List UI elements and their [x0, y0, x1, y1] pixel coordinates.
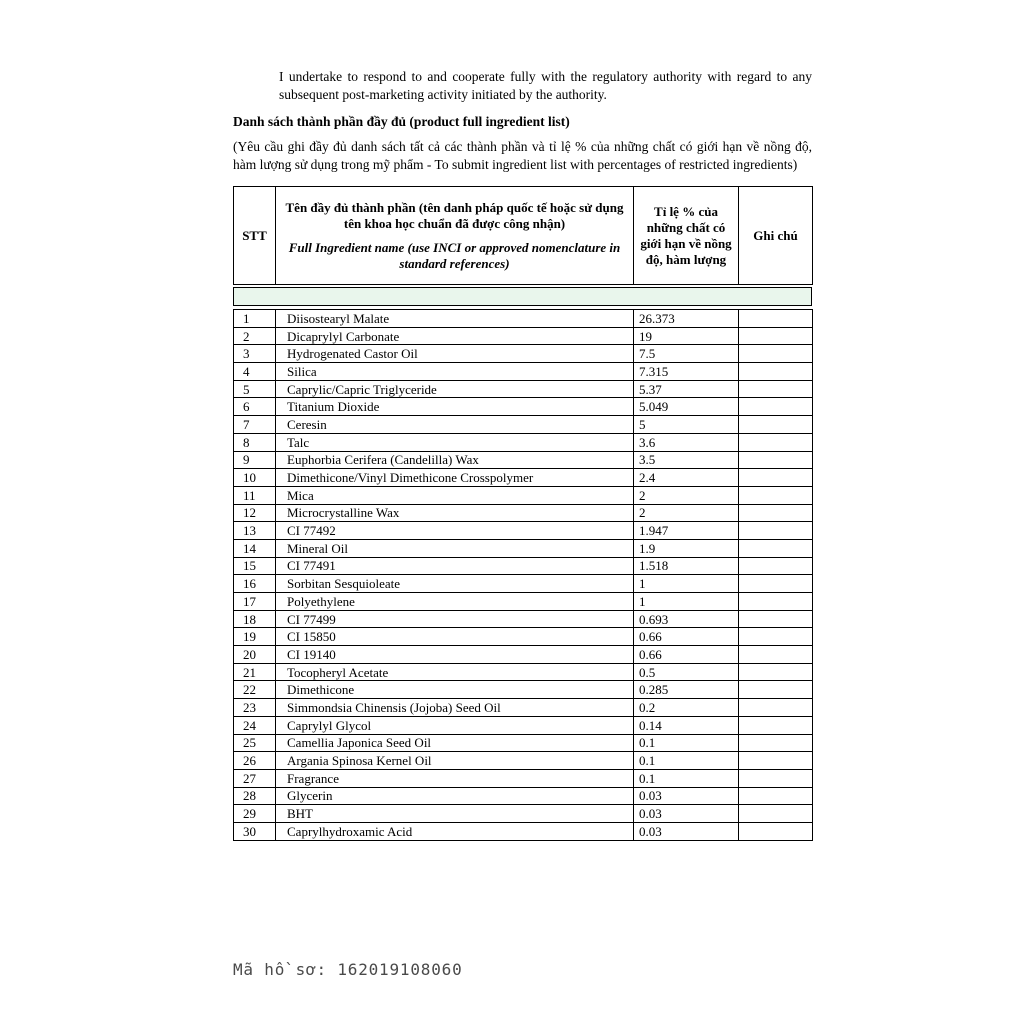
row-percentage: 5 [634, 416, 739, 434]
highlight-empty-row [233, 287, 812, 306]
table-row [234, 610, 813, 628]
row-ingredient-name: Glycerin [276, 787, 634, 805]
row-note [739, 486, 813, 504]
row-ingredient-name: Tocopheryl Acetate [276, 663, 634, 681]
row-note [739, 734, 813, 752]
row-ingredient-name: Camellia Japonica Seed Oil [276, 734, 634, 752]
row-percentage: 0.2 [634, 699, 739, 717]
table-row [234, 822, 813, 840]
row-ingredient-name: Diisostearyl Malate [276, 310, 634, 328]
row-percentage: 0.1 [634, 734, 739, 752]
row-percentage: 0.1 [634, 752, 739, 770]
row-stt: 21 [234, 663, 276, 681]
row-ingredient-name: Dimethicone [276, 681, 634, 699]
row-ingredient-name: Dicaprylyl Carbonate [276, 327, 634, 345]
table-row [234, 787, 813, 805]
row-stt: 14 [234, 539, 276, 557]
row-note [739, 557, 813, 575]
header-note: Ghi chú [739, 187, 813, 285]
row-ingredient-name: Dimethicone/Vinyl Dimethicone Crosspolymer [276, 469, 634, 487]
ingredient-table-body [234, 310, 813, 841]
row-percentage: 1.518 [634, 557, 739, 575]
row-ingredient-name: BHT [276, 805, 634, 823]
table-row [234, 486, 813, 504]
table-row [234, 416, 813, 434]
row-ingredient-name: Titanium Dioxide [276, 398, 634, 416]
row-percentage: 0.693 [634, 610, 739, 628]
row-ingredient-name: Talc [276, 433, 634, 451]
row-ingredient-name: Hydrogenated Castor Oil [276, 345, 634, 363]
row-ingredient-name: Simmondsia Chinensis (Jojoba) Seed Oil [276, 699, 634, 717]
header-ingredient-name [276, 187, 634, 285]
row-note [739, 822, 813, 840]
row-note [739, 610, 813, 628]
row-ingredient-name: Argania Spinosa Kernel Oil [276, 752, 634, 770]
table-row [234, 522, 813, 540]
row-note [739, 469, 813, 487]
row-percentage: 3.5 [634, 451, 739, 469]
row-note [739, 787, 813, 805]
row-ingredient-name: CI 19140 [276, 646, 634, 664]
row-ingredient-name: Euphorbia Cerifera (Candelilla) Wax [276, 451, 634, 469]
row-percentage: 0.03 [634, 787, 739, 805]
row-note [739, 416, 813, 434]
document-content [233, 68, 812, 841]
ingredient-list-heading: Danh sách thành phần đầy đủ (product full ingredient list) [233, 114, 570, 129]
row-stt: 12 [234, 504, 276, 522]
header-percentage: Tỉ lệ % của những chất có giới hạn về nồng độ, hàm lượng [634, 187, 739, 285]
undertaking-paragraph: I undertake to respond to and cooperate fully with the regulatory authority with regard to any subsequent post-marketing activity initiated by the authority. [279, 69, 812, 102]
row-stt: 25 [234, 734, 276, 752]
row-percentage: 2.4 [634, 469, 739, 487]
row-percentage: 0.14 [634, 716, 739, 734]
ingredient-list-note: (Yêu cầu ghi đầy đủ danh sách tất cả các thành phần và tỉ lệ % của những chất có giới hạn về nồng độ, hàm lượng sử dụng trong mỹ phẩm - To submit ingredient list with percentages of restricted ingredients) [233, 139, 812, 172]
table-row [234, 539, 813, 557]
row-stt: 22 [234, 681, 276, 699]
row-percentage: 2 [634, 486, 739, 504]
row-note [739, 433, 813, 451]
row-percentage: 26.373 [634, 310, 739, 328]
row-ingredient-name: Ceresin [276, 416, 634, 434]
row-stt: 16 [234, 575, 276, 593]
row-note [739, 646, 813, 664]
row-stt: 3 [234, 345, 276, 363]
row-stt: 17 [234, 593, 276, 611]
row-stt: 23 [234, 699, 276, 717]
row-percentage: 7.5 [634, 345, 739, 363]
row-stt: 26 [234, 752, 276, 770]
row-stt: 30 [234, 822, 276, 840]
row-percentage: 7.315 [634, 363, 739, 381]
row-stt: 9 [234, 451, 276, 469]
header-stt: STT [234, 187, 276, 285]
row-percentage: 3.6 [634, 433, 739, 451]
row-note [739, 327, 813, 345]
table-row [234, 805, 813, 823]
table-row [234, 557, 813, 575]
header-row [234, 187, 813, 285]
row-note [739, 310, 813, 328]
row-percentage: 2 [634, 504, 739, 522]
row-ingredient-name: CI 77499 [276, 610, 634, 628]
row-stt: 20 [234, 646, 276, 664]
row-percentage: 0.66 [634, 628, 739, 646]
row-percentage: 0.1 [634, 769, 739, 787]
table-row [234, 575, 813, 593]
ingredient-table [233, 309, 813, 841]
row-stt: 5 [234, 380, 276, 398]
row-note [739, 593, 813, 611]
row-ingredient-name: CI 77491 [276, 557, 634, 575]
row-percentage: 0.03 [634, 822, 739, 840]
row-stt: 27 [234, 769, 276, 787]
row-percentage: 0.03 [634, 805, 739, 823]
row-stt: 6 [234, 398, 276, 416]
row-note [739, 681, 813, 699]
row-stt: 29 [234, 805, 276, 823]
table-row [234, 398, 813, 416]
table-row [234, 628, 813, 646]
ingredient-table-header [233, 186, 813, 285]
row-note [739, 699, 813, 717]
table-row [234, 663, 813, 681]
row-ingredient-name: Mineral Oil [276, 539, 634, 557]
table-row [234, 699, 813, 717]
row-note [739, 752, 813, 770]
row-note [739, 628, 813, 646]
row-stt: 1 [234, 310, 276, 328]
row-note [739, 805, 813, 823]
row-stt: 2 [234, 327, 276, 345]
table-row [234, 752, 813, 770]
table-row [234, 327, 813, 345]
row-stt: 7 [234, 416, 276, 434]
row-ingredient-name: Caprylyl Glycol [276, 716, 634, 734]
row-stt: 4 [234, 363, 276, 381]
row-stt: 19 [234, 628, 276, 646]
row-ingredient-name: Sorbitan Sesquioleate [276, 575, 634, 593]
table-row [234, 345, 813, 363]
table-row [234, 681, 813, 699]
row-ingredient-name: CI 77492 [276, 522, 634, 540]
row-stt: 18 [234, 610, 276, 628]
row-stt: 28 [234, 787, 276, 805]
table-row [234, 716, 813, 734]
table-row [234, 593, 813, 611]
row-ingredient-name: Polyethylene [276, 593, 634, 611]
row-note [739, 539, 813, 557]
row-ingredient-name: Caprylic/Capric Triglyceride [276, 380, 634, 398]
row-stt: 11 [234, 486, 276, 504]
row-note [739, 363, 813, 381]
row-ingredient-name: Fragrance [276, 769, 634, 787]
table-row [234, 469, 813, 487]
header-ingredient-name-en: Full Ingredient name (use INCI or approved nomenclature in standard references) [288, 239, 621, 271]
row-note [739, 663, 813, 681]
row-note [739, 522, 813, 540]
row-note [739, 716, 813, 734]
row-percentage: 1 [634, 593, 739, 611]
row-note [739, 504, 813, 522]
row-stt: 15 [234, 557, 276, 575]
row-note [739, 380, 813, 398]
table-row [234, 451, 813, 469]
dossier-code: Mã hồ sơ: 162019108060 [233, 960, 463, 979]
row-note [739, 575, 813, 593]
row-note [739, 345, 813, 363]
row-ingredient-name: Caprylhydroxamic Acid [276, 822, 634, 840]
row-note [739, 451, 813, 469]
row-note [739, 769, 813, 787]
row-percentage: 5.049 [634, 398, 739, 416]
row-stt: 8 [234, 433, 276, 451]
row-percentage: 1 [634, 575, 739, 593]
row-percentage: 1.947 [634, 522, 739, 540]
table-row [234, 380, 813, 398]
row-percentage: 0.66 [634, 646, 739, 664]
table-row [234, 646, 813, 664]
table-row [234, 433, 813, 451]
row-stt: 10 [234, 469, 276, 487]
table-row [234, 769, 813, 787]
row-ingredient-name: Microcrystalline Wax [276, 504, 634, 522]
row-note [739, 398, 813, 416]
row-percentage: 0.5 [634, 663, 739, 681]
table-row [234, 504, 813, 522]
header-ingredient-name-vi: Tên đầy đủ thành phần (tên danh pháp quốc tế hoặc sử dụng tên khoa học chuẩn đã được công nhận) [285, 199, 624, 231]
row-stt: 24 [234, 716, 276, 734]
row-ingredient-name: CI 15850 [276, 628, 634, 646]
row-percentage: 5.37 [634, 380, 739, 398]
table-row [234, 310, 813, 328]
row-ingredient-name: Silica [276, 363, 634, 381]
table-row [234, 734, 813, 752]
row-percentage: 1.9 [634, 539, 739, 557]
row-stt: 13 [234, 522, 276, 540]
table-row [234, 363, 813, 381]
row-percentage: 0.285 [634, 681, 739, 699]
row-ingredient-name: Mica [276, 486, 634, 504]
row-percentage: 19 [634, 327, 739, 345]
